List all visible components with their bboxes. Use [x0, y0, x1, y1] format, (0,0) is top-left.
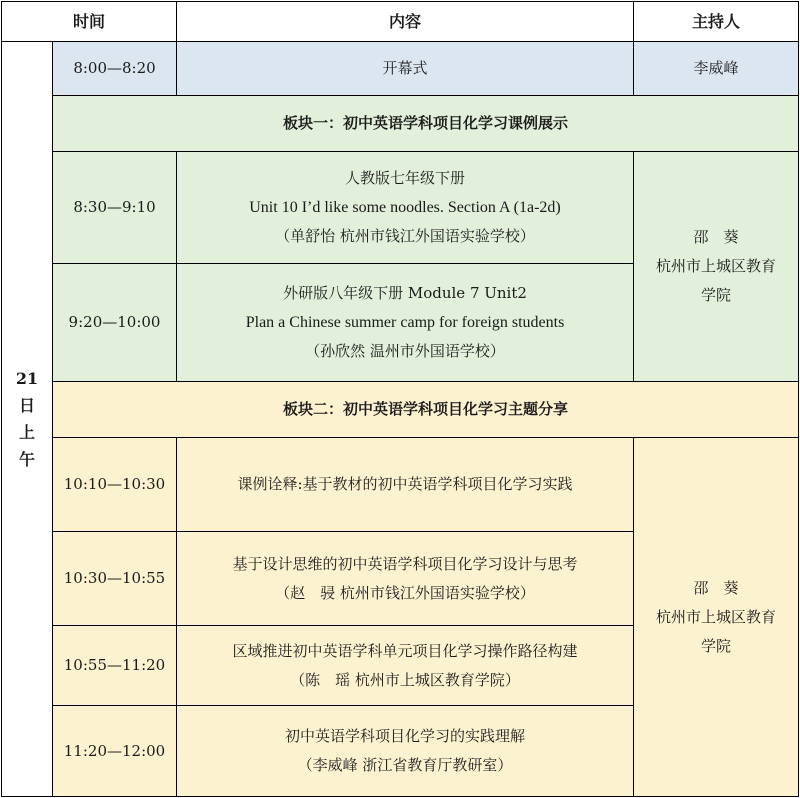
session-line: 初中英语学科项目化学习的实践理解 [285, 727, 526, 745]
host-org: 学院 [701, 286, 732, 304]
section1-title: 板块一：初中英语学科项目化学习课例展示 [53, 96, 799, 152]
section2-title: 板块二：初中英语学科项目化学习主题分享 [53, 382, 799, 438]
host-org: 杭州市上城区教育 [656, 607, 777, 626]
header-row [2, 2, 799, 42]
session-line: （陈 瑶 杭州市上城区教育学院） [290, 670, 520, 689]
session-line: 人教版七年级下册 [345, 169, 466, 187]
session-time: 10:55—11:20 [53, 626, 177, 706]
day-char-ri: 日 [18, 396, 35, 415]
day-char-shang: 上 [18, 423, 35, 442]
agenda-table [1, 1, 799, 797]
session-content [177, 152, 634, 264]
session-line: （单舒怡 杭州市钱江外国语实验学校） [275, 227, 535, 245]
header-host: 主持人 [634, 2, 799, 42]
section2-title-row [2, 382, 799, 438]
opening-row [2, 42, 799, 96]
session-line: 课例诠释:基于教材的初中英语学科项目化学习实践 [237, 475, 573, 493]
header-time: 时间 [2, 2, 177, 42]
session-time: 10:10—10:30 [53, 438, 177, 532]
session-line: Unit 10 I’d like some noodles. Section A (1a-2d) [249, 199, 561, 216]
session-line: 区域推进初中英语学科单元项目化学习操作路径构建 [232, 641, 578, 660]
session-content [177, 706, 634, 797]
day-cell [2, 42, 53, 797]
session-content [177, 532, 634, 626]
host-org: 杭州市上城区教育 [656, 257, 777, 275]
host-name: 邵 葵 [693, 228, 739, 246]
session-line: 外研版八年级下册 Module 7 Unit2 [283, 284, 527, 302]
day-number: 21 [15, 369, 39, 388]
session-content [177, 438, 634, 532]
host-org: 学院 [701, 636, 732, 655]
session-time: 10:30—10:55 [53, 532, 177, 626]
session-line: 基于设计思维的初中英语学科项目化学习设计与思考 [232, 554, 578, 573]
session-line: （赵 骎 杭州市钱江外国语实验学校） [275, 583, 535, 602]
table-row [2, 152, 799, 264]
session-line: Plan a Chinese summer camp for foreign students [245, 314, 565, 331]
session-time: 8:30—9:10 [53, 152, 177, 264]
opening-time: 8:00—8:20 [53, 42, 177, 96]
opening-content: 开幕式 [177, 42, 634, 96]
section1-host [634, 152, 799, 382]
opening-host: 李威峰 [634, 42, 799, 96]
header-content: 内容 [177, 2, 634, 42]
session-line: （孙欣然 温州市外国语学校） [305, 342, 505, 360]
section1-title-row [2, 96, 799, 152]
session-time: 11:20—12:00 [53, 706, 177, 797]
session-time: 9:20—10:00 [53, 264, 177, 382]
host-name: 邵 葵 [693, 578, 739, 597]
session-content [177, 626, 634, 706]
day-char-wu: 午 [18, 450, 35, 469]
session-line: （李威峰 浙江省教育厅教研室） [297, 756, 513, 774]
section2-host [634, 438, 799, 797]
session-content [177, 264, 634, 382]
table-row [2, 438, 799, 532]
